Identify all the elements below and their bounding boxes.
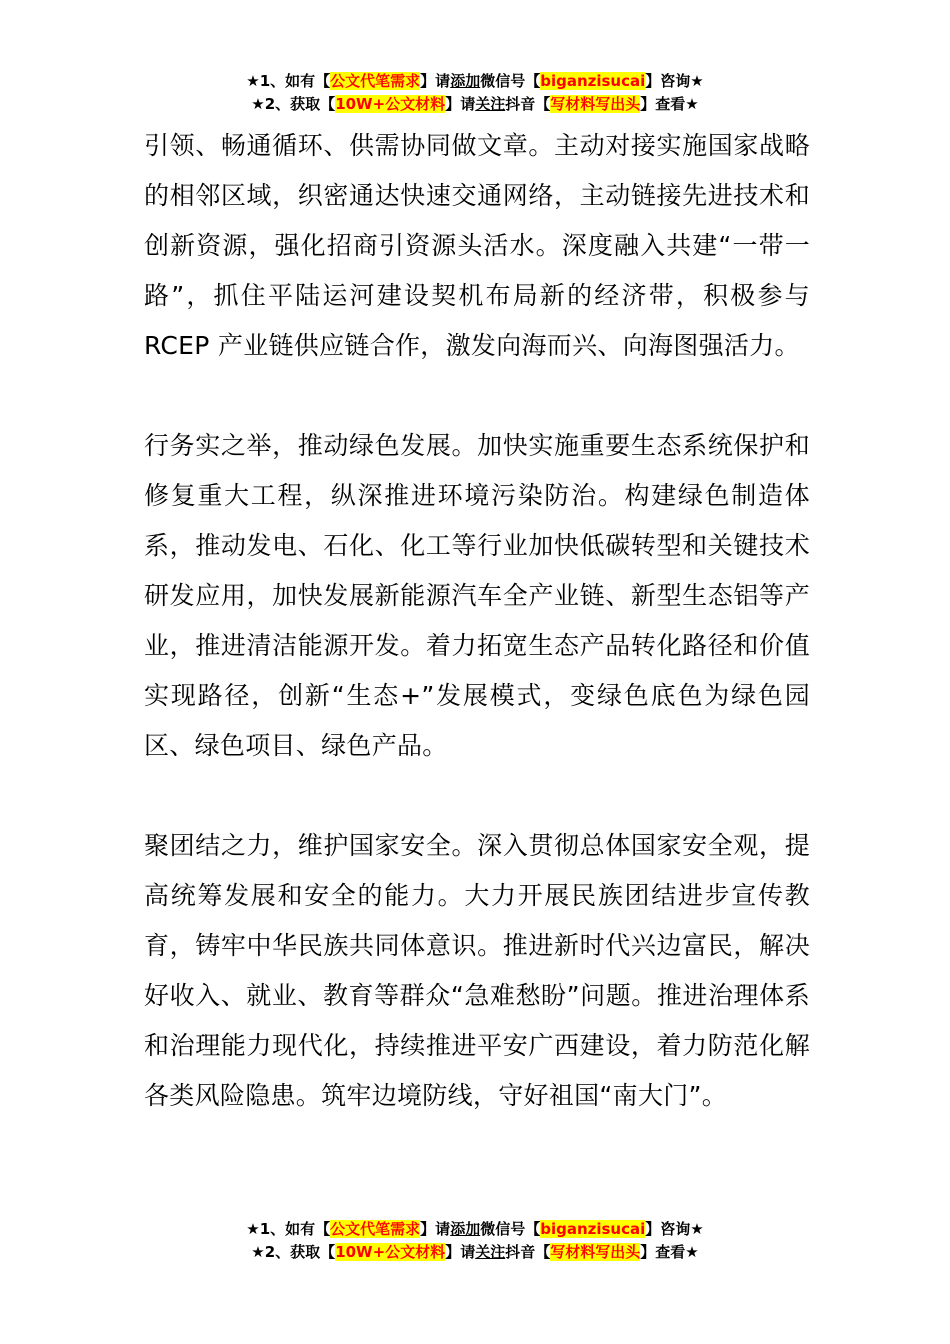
promo-underlined: 添加 xyxy=(450,1220,481,1238)
promo-text: 】请 xyxy=(420,1220,451,1238)
promo-line-1 xyxy=(0,70,950,93)
promo-text: 微信号【 xyxy=(480,1220,541,1238)
promo-wechat-id: biganzisucai xyxy=(540,72,646,90)
promo-highlight: 10W+公文材料 xyxy=(335,95,446,113)
promo-wechat-id: biganzisucai xyxy=(540,1220,646,1238)
promo-line-1 xyxy=(0,1218,950,1241)
promo-text: ★1、如有【 xyxy=(246,1220,331,1238)
promo-underlined: 添加 xyxy=(450,72,481,90)
promo-text: 】咨询★ xyxy=(645,1220,704,1238)
promo-text: 微信号【 xyxy=(480,72,541,90)
promo-text: 】查看★ xyxy=(640,1243,699,1261)
promo-text: 】咨询★ xyxy=(645,72,704,90)
promo-text: ★1、如有【 xyxy=(246,72,331,90)
paragraph-green-development: 行务实之举，推动绿色发展。加快实施重要生态系统保护和修复重大工程，纵深推进环境污染防治。构建绿色制造体系，推动发电、石化、化工等行业加快低碳转型和关键技术研发应用，加快发展新能源汽车全产业链、新型生态铝等产业，推进清洁能源开发。着力拓宽生态产品转化路径和价值实现路径，创新“生态+”发展模式，变绿色底色为绿色园区、绿色项目、绿色产品。 xyxy=(144,431,810,760)
promo-text: ★2、获取【 xyxy=(251,1243,336,1261)
promo-line-2 xyxy=(0,1241,950,1264)
promo-highlight: 公文代笔需求 xyxy=(330,72,421,90)
promo-douyin-name: 写材料写出头 xyxy=(550,1243,641,1261)
paragraph-opening-up: 引领、畅通循环、供需协同做文章。主动对接实施国家战略的相邻区域，织密通达快速交通网络，主动链接先进技术和创新资源，强化招商引资源头活水。深度融入共建“一带一路”，抓住平陆运河建设契机布局新的经济带，积极参与 RCEP 产业链供应链合作，激发向海而兴、向海图强活力。 xyxy=(144,131,810,360)
promo-line-2 xyxy=(0,93,950,116)
promo-text: 】请 xyxy=(445,95,476,113)
promo-text: 】请 xyxy=(445,1243,476,1261)
promo-text: 抖音【 xyxy=(505,1243,551,1261)
footer-promo-banner xyxy=(0,1218,950,1264)
document-body xyxy=(144,121,810,1121)
promo-highlight: 公文代笔需求 xyxy=(330,1220,421,1238)
paragraph-national-security: 聚团结之力，维护国家安全。深入贯彻总体国家安全观，提高统筹发展和安全的能力。大力开展民族团结进步宣传教育，铸牢中华民族共同体意识。推进新时代兴边富民，解决好收入、就业、教育等群众“急难愁盼”问题。推进治理体系和治理能力现代化，持续推进平安广西建设，着力防范化解各类风险隐患。筑牢边境防线，守好祖国“南大门”。 xyxy=(144,831,810,1110)
promo-text: 抖音【 xyxy=(505,95,551,113)
promo-douyin-name: 写材料写出头 xyxy=(550,95,641,113)
promo-text: ★2、获取【 xyxy=(251,95,336,113)
promo-text: 】请 xyxy=(420,72,451,90)
header-promo-banner xyxy=(0,70,950,116)
promo-text: 】查看★ xyxy=(640,95,699,113)
promo-highlight: 10W+公文材料 xyxy=(335,1243,446,1261)
promo-underlined: 关注 xyxy=(475,95,506,113)
promo-underlined: 关注 xyxy=(475,1243,506,1261)
